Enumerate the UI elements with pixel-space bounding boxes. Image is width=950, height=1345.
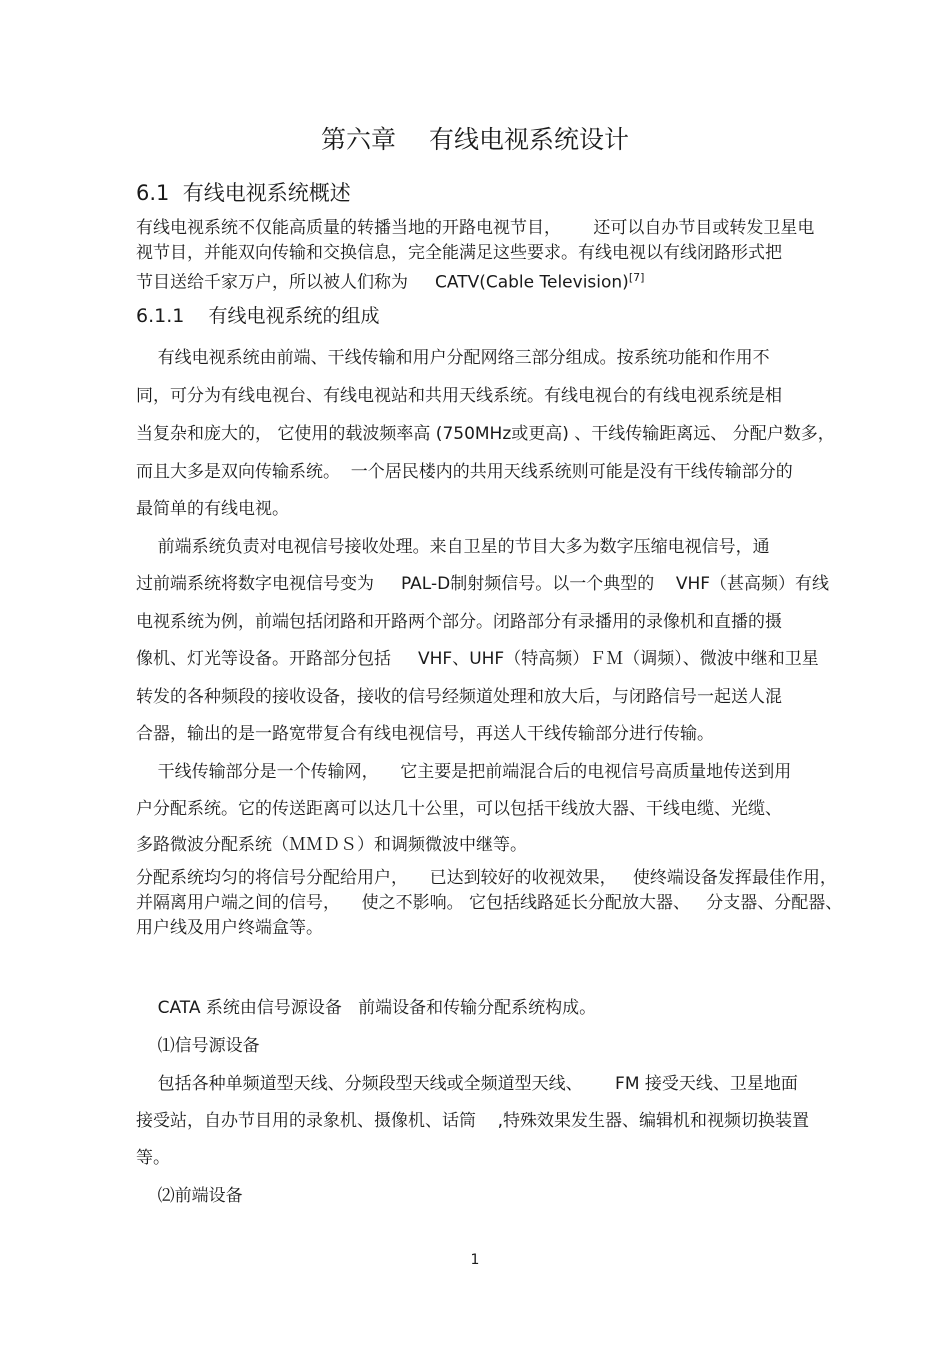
page-number: 1	[470, 1252, 480, 1268]
paragraph-line: 合器，输出的是一路宽带复合有线电视信号，再送人干线传输部分进行传输。	[136, 724, 714, 744]
paragraph-line: 等。	[136, 1148, 170, 1168]
paragraph-line: 用户线及用户终端盒等。	[136, 918, 323, 938]
paragraph-line: 户分配系统。它的传送距离可以达几十公里，可以包括干线放大器、干线电缆、光缆、	[136, 799, 782, 819]
paragraph-line: 而且大多是双向传输系统。 一个居民楼内的共用天线系统则可能是没有干线传输部分的	[136, 462, 793, 482]
paragraph-line: 有线电视系统不仅能高质量的转播当地的开路电视节目， 还可以自办节目或转发卫星电	[136, 218, 815, 238]
section-heading-6-1: 6.1 有线电视系统概述	[136, 181, 351, 205]
citation-marker: [7]	[628, 271, 645, 284]
paragraph-line: 过前端系统将数字电视信号变为 PAL-D制射频信号。以一个典型的 VHF（甚高频）有线	[136, 574, 830, 594]
paragraph-line: 前端系统负责对电视信号接收处理。来自卫星的节目大多为数字压缩电视信号，通	[136, 537, 770, 557]
paragraph-line: 并隔离用户端之间的信号， 使之不影响。 它包括线路延长分配放大器、 分支器、分配器、	[136, 893, 843, 913]
paragraph-line-with-citation	[136, 268, 644, 293]
paragraph-line: 接受站，自办节目用的录象机、摄像机、话筒 ,特殊效果发生器、编辑机和视频切换装置	[136, 1111, 810, 1131]
list-heading: ⑴信号源设备	[136, 1036, 260, 1056]
paragraph-line: 包括各种单频道型天线、分频段型天线或全频道型天线、 FM 接受天线、卫星地面	[136, 1074, 798, 1094]
paragraph-line: 转发的各种频段的接收设备，接收的信号经频道处理和放大后，与闭路信号一起送人混	[136, 687, 782, 707]
list-heading: ⑵前端设备	[136, 1186, 243, 1206]
paragraph-line: 有线电视系统由前端、干线传输和用户分配网络三部分组成。按系统功能和作用不	[136, 348, 770, 368]
paragraph-line: 像机、灯光等设备。开路部分包括 VHF、UHF（特高频）ＦＭ（调频）、微波中继和卫星	[136, 649, 819, 669]
paragraph-line: 多路微波分配系统（ＭＭＤＳ）和调频微波中继等。	[136, 835, 527, 855]
paragraph-line: 干线传输部分是一个传输网， 它主要是把前端混合后的电视信号高质量地传送到用	[136, 762, 792, 782]
paragraph-line: 分配系统均匀的将信号分配给用户， 已达到较好的收视效果， 使终端设备发挥最佳作用，	[136, 868, 837, 888]
paragraph-line: 电视系统为例，前端包括闭路和开路两个部分。闭路部分有录播用的录像机和直播的摄	[136, 612, 782, 632]
paragraph-line: 最简单的有线电视。	[136, 499, 289, 519]
paragraph-line: 节目送给千家万户，所以被人们称为 CATV(Cable Television)	[136, 272, 629, 293]
paragraph-line: CATA 系统由信号源设备 前端设备和传输分配系统构成。	[136, 998, 597, 1018]
paragraph-line: 同，可分为有线电视台、有线电视站和共用天线系统。有线电视台的有线电视系统是相	[136, 386, 782, 406]
chapter-title: 第六章 有线电视系统设计	[321, 125, 629, 154]
paragraph-line: 当复杂和庞大的， 它使用的载波频率高 (750MHz或更高) 、干线传输距离远、 分配户数多，	[136, 424, 835, 444]
paragraph-line: 视节目，并能双向传输和交换信息，完全能满足这些要求。有线电视以有线闭路形式把	[136, 243, 782, 263]
section-heading-6-1-1: 6.1.1 有线电视系统的组成	[136, 305, 380, 327]
